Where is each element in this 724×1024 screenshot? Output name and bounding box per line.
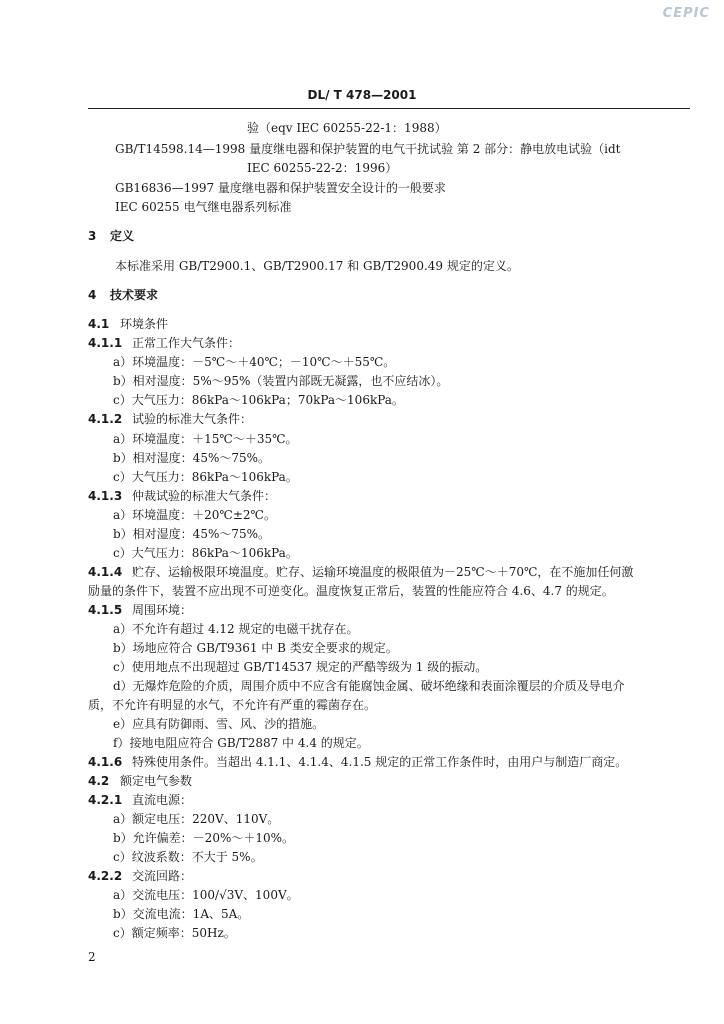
clause-text: 贮存、运输极限环境温度。贮存、运输环境温度的极限值为－25℃～＋70℃，在不施加任何激 [132, 565, 634, 579]
clause-heading [88, 317, 168, 331]
list-item: c）大气压力：86kPa～106kPa。 [113, 470, 298, 484]
section-heading [88, 229, 134, 243]
list-item: a）交流电压：100/√3V、100V。 [113, 888, 299, 902]
list-item: a）不允许有超过 4.12 规定的电磁干扰存在。 [113, 622, 359, 636]
paragraph-line: 励量的条件下，装置不应出现不可逆变化。温度恢复正常后，装置的性能应符合 4.6、4.7 的规定。 [88, 584, 614, 598]
clause-title: 周围环境： [132, 603, 193, 617]
clause-heading [88, 336, 240, 350]
ref-line: GB/T14598.14—1998 量度继电器和保护装置的电气干扰试验 第 2 部分：静电放电试验（idt [115, 142, 621, 156]
clause-title: 试验的标准大气条件： [132, 412, 253, 426]
ref-line: IEC 60255-22-2：1996） [247, 161, 398, 175]
clause-paragraph [88, 565, 633, 579]
clause-number: 4.1.1 [88, 336, 123, 350]
clause-number: 4.1.4 [88, 565, 123, 579]
clause-title: 环境条件 [120, 317, 169, 331]
section-title: 定义 [110, 229, 135, 243]
watermark-logo: CEPIC [662, 6, 710, 21]
list-item: a）额定电压：220V、110V。 [113, 812, 280, 826]
page-number: 2 [88, 950, 96, 964]
header-rule [88, 108, 690, 109]
list-item: f）接地电阻应符合 GB/T2887 中 4.4 的规定。 [113, 736, 369, 750]
clause-number: 4.2 [88, 774, 110, 788]
clause-heading [88, 489, 276, 503]
list-item: b）交流电流：1A、5A。 [113, 907, 250, 921]
clause-number: 4.1.6 [88, 755, 123, 769]
section-number: 3 [88, 229, 97, 243]
list-item: b）相对湿度：5%～95%（装置内部既无凝露，也不应结冰）。 [113, 374, 449, 388]
section-number: 4 [88, 288, 97, 302]
clause-heading [88, 412, 252, 426]
page-header: DL/ T 478—2001 [307, 88, 417, 102]
list-item: a）环境温度：＋15℃～＋35℃。 [113, 432, 298, 446]
clause-number: 4.2.1 [88, 793, 123, 807]
section-heading [88, 288, 158, 302]
clause-heading [88, 603, 192, 617]
clause-number: 4.2.2 [88, 869, 123, 883]
list-item: c）大气压力：86kPa～106kPa。 [113, 546, 298, 560]
list-item: c）额定频率：50Hz。 [113, 926, 236, 940]
section-title: 技术要求 [110, 288, 159, 302]
clause-paragraph [88, 755, 627, 769]
clause-number: 4.1.3 [88, 489, 123, 503]
list-item: e）应具有防御雨、雪、风、沙的措施。 [113, 717, 325, 731]
list-item: a）环境温度：＋20℃±2℃。 [113, 508, 276, 522]
list-item: c）使用地点不出现超过 GB/T14537 规定的严酷等级为 1 级的振动。 [113, 660, 488, 674]
clause-number: 4.1.5 [88, 603, 123, 617]
list-item: b）相对湿度：45%～75%。 [113, 527, 271, 541]
ref-line: GB16836—1997 量度继电器和保护装置安全设计的一般要求 [115, 181, 446, 195]
ref-line: 验（eqv IEC 60255-22-1：1988） [247, 121, 447, 135]
clause-heading [88, 869, 192, 883]
clause-title: 直流电源： [132, 793, 193, 807]
clause-number: 4.1.2 [88, 412, 123, 426]
clause-heading [88, 774, 192, 788]
list-item: b）场地应符合 GB/T9361 中 B 类安全要求的规定。 [113, 641, 398, 655]
list-item: b）相对湿度：45%～75%。 [113, 451, 271, 465]
clause-title: 仲裁试验的标准大气条件： [132, 489, 277, 503]
ref-line: IEC 60255 电气继电器系列标准 [115, 200, 292, 214]
clause-title: 正常工作大气条件： [132, 336, 241, 350]
paragraph: 本标准采用 GB/T2900.1、GB/T2900.17 和 GB/T2900.49 规定的定义。 [115, 259, 519, 273]
list-item: a）环境温度：－5℃～＋40℃；－10℃～＋55℃。 [113, 355, 396, 369]
clause-title: 交流回路： [132, 869, 193, 883]
list-item: d）无爆炸危险的介质，周围介质中不应含有能腐蚀金属、破坏绝缘和表面涂覆层的介质及导电介 [113, 679, 625, 693]
clause-title: 额定电气参数 [120, 774, 193, 788]
list-item: b）允许偏差：－20%～＋10%。 [113, 831, 295, 845]
clause-number: 4.1 [88, 317, 110, 331]
list-item: c）纹波系数：不大于 5%。 [113, 850, 263, 864]
clause-heading [88, 793, 192, 807]
list-item-continuation: 质，不允许有明显的水气，不允许有严重的霉菌存在。 [88, 698, 377, 712]
clause-text: 特殊使用条件。当超出 4.1.1、4.1.4、4.1.5 规定的正常工作条件时，由用户与制造厂商定。 [132, 755, 628, 769]
list-item: c）大气压力：86kPa～106kPa；70kPa～106kPa。 [113, 393, 404, 407]
